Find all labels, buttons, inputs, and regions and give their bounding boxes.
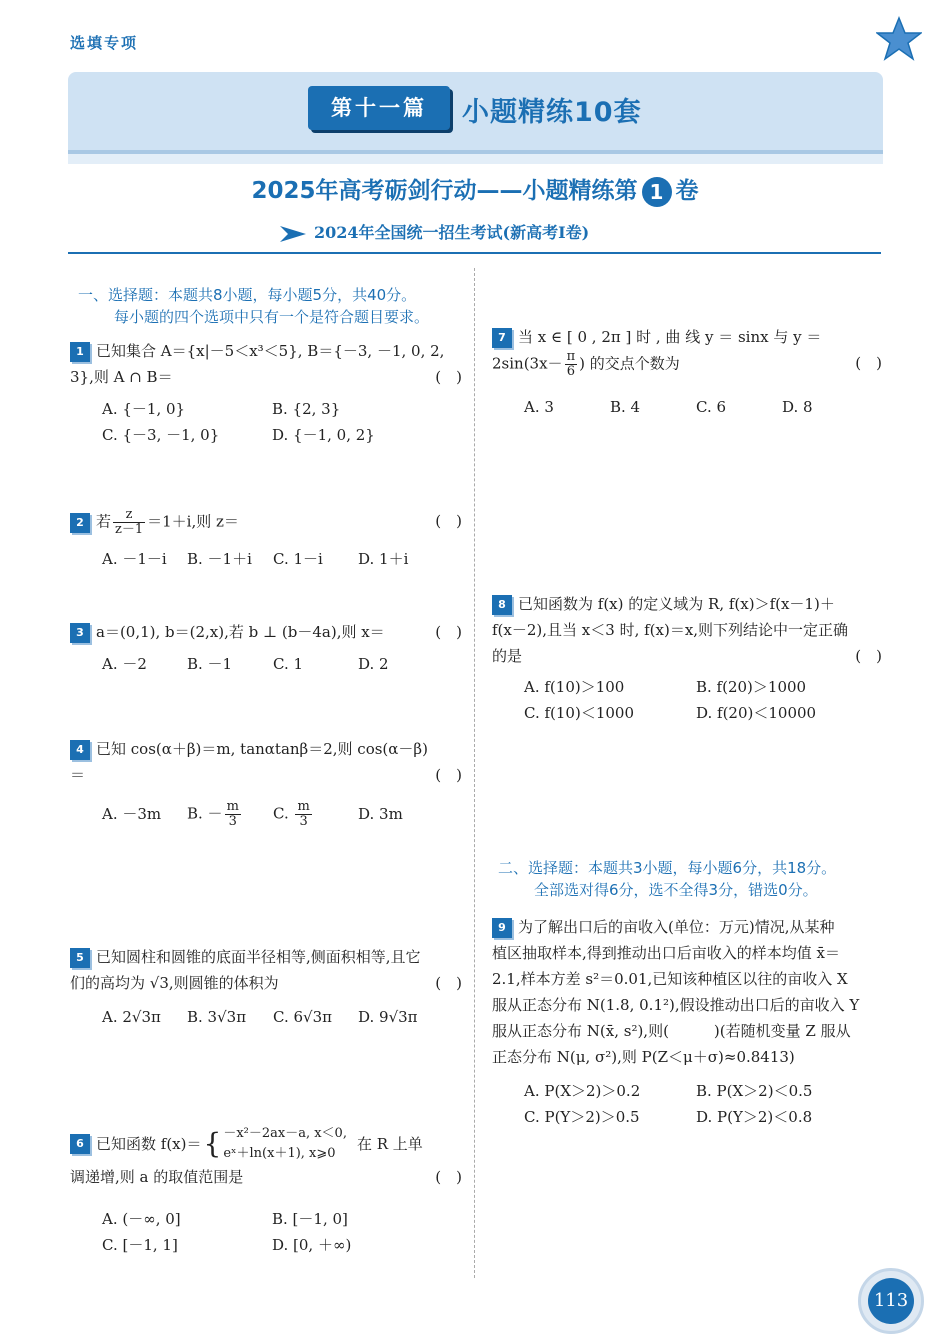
- question-4: 4 已知 cos(α＋β)＝m, tanαtanβ＝2,则 cos(α－β) ＝ ( ): [70, 740, 462, 784]
- option-d[interactable]: D. [0, ＋∞): [272, 1236, 352, 1254]
- question-4-options: [102, 800, 462, 829]
- option-b[interactable]: B. 4: [610, 398, 641, 416]
- option-b[interactable]: B. －1: [187, 655, 233, 673]
- question-1: 1 已知集合 A＝{x|－5＜x³＜5}, B＝{－3, －1, 0, 2, 3},则 A ∩ B＝ ( ): [70, 342, 462, 386]
- option-a[interactable]: A. f(10)＞100: [524, 678, 625, 696]
- question-6: 6 已知函数 f(x)＝ { －x²－2ax－a, x＜0, eˣ＋ln(x＋1), x⩾0 在 R 上单 调递增,则 a 的取值范围是 ( ): [70, 1126, 462, 1186]
- question-9: 9 为了解出口后的亩收入(单位：万元)情况,从某种 植区抽取样本,得到推动出口后亩收入的样本均值 x̄＝ 2.1,样本方差 s²＝0.01,已知该种植区以往的亩收入 X 服从正态分布 N(1.8, 0.1²),假设推动出口后的亩收入 Y 服从正态分布 N(x̄, s²),则( )(若随机变量 Z 服从 正态分布 N(μ, σ²),则 P(Z＜μ＋σ)≈0.8413): [492, 918, 860, 1066]
- option-d[interactable]: D. 3m: [358, 804, 403, 823]
- option-d[interactable]: D. 8: [782, 398, 813, 416]
- question-8-options: [524, 674, 874, 726]
- option-c[interactable]: C. [－1, 1]: [102, 1236, 178, 1254]
- option-d[interactable]: D. 1＋i: [358, 550, 409, 568]
- option-b[interactable]: B. P(X＞2)＜0.5: [696, 1082, 813, 1100]
- question-number: 3: [70, 623, 90, 643]
- column-divider: [474, 268, 475, 1278]
- star-logo-icon: [876, 16, 922, 62]
- option-a[interactable]: A. 2√3π: [102, 1008, 161, 1026]
- question-number: 6: [70, 1134, 90, 1154]
- option-d[interactable]: D. {－1, 0, 2}: [272, 426, 375, 444]
- option-d[interactable]: D. f(20)＜10000: [696, 704, 817, 722]
- fraction: $\frac{z}{z-1}$: [115, 507, 144, 537]
- title-rule: [68, 252, 881, 254]
- option-b[interactable]: B. －1＋i: [187, 550, 252, 568]
- section-tag: 选填专项: [70, 34, 139, 52]
- option-a[interactable]: A. {－1, 0}: [102, 400, 186, 418]
- question-5-options: [102, 1004, 462, 1030]
- option-c[interactable]: C. 6: [696, 398, 727, 416]
- option-c[interactable]: C. P(Y＞2)＞0.5: [524, 1108, 640, 1126]
- chapter-title: 小题精练10套: [462, 97, 642, 128]
- question-number: 2: [70, 513, 90, 533]
- page-number-badge: [858, 1268, 924, 1334]
- question-2: 2 若 $\frac{z}{z-1}$ ＝1＋i,则 z＝ ( ): [70, 508, 462, 537]
- section-2-heading: 二、选择题：本题共3小题，每小题6分，共18分。 全部选对得6分，选不全得3分，错选0分。: [498, 859, 837, 899]
- option-a[interactable]: A. －3m: [102, 804, 162, 823]
- option-c[interactable]: C. $\frac{m}{3}$: [273, 799, 310, 829]
- option-d[interactable]: D. P(Y＞2)＜0.8: [696, 1108, 813, 1126]
- option-b[interactable]: B. f(20)＞1000: [696, 678, 807, 696]
- arrow-icon: [280, 224, 306, 244]
- question-7-options: [524, 394, 874, 420]
- question-2-options: [102, 546, 462, 572]
- question-1-options: [102, 396, 462, 448]
- page-title: 2025年高考砺剑行动——小题精练第 1 卷: [0, 172, 950, 207]
- question-8: 8 已知函数为 f(x) 的定义域为 R, f(x)＞f(x－1)＋ f(x－2),且当 x＜3 时, f(x)＝x,则下列结论中一定正确 的是 ( ): [492, 595, 882, 665]
- section-1-heading: 一、选择题：本题共8小题，每小题5分，共40分。 每小题的四个选项中只有一个是符合题目要求。: [78, 286, 430, 326]
- exam-subtitle: 2024年全国统一招生考试(新高考Ⅰ卷): [280, 220, 589, 244]
- question-number: 1: [70, 342, 90, 362]
- question-number: 9: [492, 918, 512, 938]
- option-a[interactable]: A. (－∞, 0]: [102, 1210, 181, 1228]
- option-c[interactable]: C. {－3, －1, 0}: [102, 426, 220, 444]
- option-d[interactable]: D. 2: [358, 655, 389, 673]
- option-c[interactable]: C. 1－i: [273, 550, 323, 568]
- option-a[interactable]: A. 3: [524, 398, 554, 416]
- option-a[interactable]: A. －2: [102, 655, 147, 673]
- option-b[interactable]: B. [－1, 0]: [272, 1210, 348, 1228]
- question-3-options: [102, 651, 462, 677]
- page-number: 113: [868, 1278, 914, 1324]
- question-5: 5 已知圆柱和圆锥的底面半径相等,侧面积相等,且它 们的高均为 √3,则圆锥的体积为 ( ): [70, 948, 462, 992]
- option-b[interactable]: B. － $\frac{m}{3}$: [187, 799, 239, 829]
- option-a[interactable]: A. P(X＞2)＞0.2: [524, 1082, 641, 1100]
- question-number: 8: [492, 595, 512, 615]
- question-number: 4: [70, 740, 90, 760]
- question-number: 5: [70, 948, 90, 968]
- option-c[interactable]: C. f(10)＜1000: [524, 704, 634, 722]
- option-c[interactable]: C. 1: [273, 655, 304, 673]
- question-number: 7: [492, 328, 512, 348]
- option-b[interactable]: B. 3√3π: [187, 1008, 247, 1026]
- option-b[interactable]: B. {2, 3}: [272, 400, 341, 418]
- set-number-badge: 1: [642, 177, 672, 207]
- question-6-options: [102, 1206, 462, 1258]
- option-d[interactable]: D. 9√3π: [358, 1008, 418, 1026]
- question-9-options: [524, 1078, 874, 1130]
- question-3: 3 a＝(0,1), b＝(2,x),若 b ⊥ (b－4a),则 x＝ ( ): [70, 619, 462, 645]
- chapter-label: 第十一篇: [308, 86, 450, 130]
- question-7: 7 当 x ∈ [ 0 , 2π ] 时 , 曲 线 y ＝ sinx 与 y ＝ 2sin(3x－ $\frac{\pi}{6}$ ) 的交点个数为 ( ): [492, 328, 882, 379]
- option-a[interactable]: A. －1－i: [102, 550, 167, 568]
- option-c[interactable]: C. 6√3π: [273, 1008, 332, 1026]
